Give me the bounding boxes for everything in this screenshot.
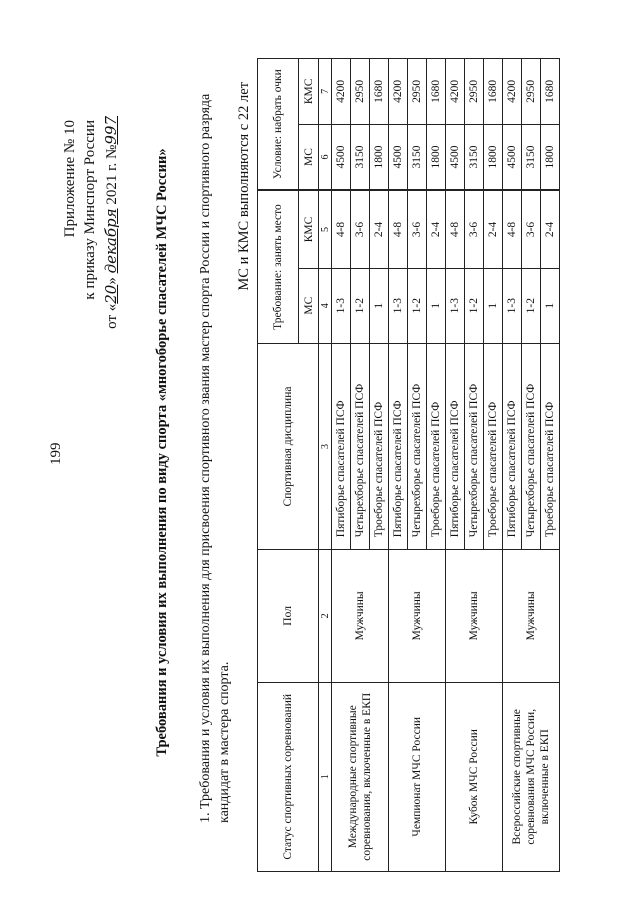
appendix-order: к приказу Минспорт России [82, 120, 98, 300]
ms-points-cell: 3150 [351, 124, 370, 190]
table-row [503, 59, 522, 872]
col-number: 1 [319, 682, 332, 871]
date-sep: » [104, 277, 120, 285]
kms-points-cell: 2950 [351, 59, 370, 125]
discipline-cell: Троеборье спасателей ПСФ [427, 343, 446, 549]
kms-points-cell: 1680 [541, 59, 560, 125]
kms-points-cell: 4200 [446, 59, 465, 125]
col-number: 4 [319, 268, 332, 343]
col-number: 6 [319, 124, 332, 190]
ms-place-cell: 1-3 [446, 268, 465, 343]
status-cell: Международные спортивные соревнования, включенные в ЕКП [332, 682, 389, 871]
discipline-cell: Пятиборье спасателей ПСФ [446, 343, 465, 549]
kms-points-cell: 1680 [484, 59, 503, 125]
header-points-condition: Условие: набрать очки [258, 59, 299, 191]
col-number: 2 [319, 550, 332, 682]
ms-points-cell: 3150 [408, 124, 427, 190]
kms-place-cell: 4-8 [446, 190, 465, 268]
table-row [446, 59, 465, 872]
header-gender: Пол [258, 550, 319, 682]
ms-place-cell: 1-2 [351, 268, 370, 343]
gender-cell: Мужчины [503, 550, 560, 682]
ms-points-cell: 3150 [522, 124, 541, 190]
page-number: 199 [48, 442, 64, 465]
kms-place-cell: 4-8 [389, 190, 408, 268]
ms-points-cell: 1800 [541, 124, 560, 190]
appendix-date-line [102, 116, 121, 329]
discipline-cell: Четырехборье спасателей ПСФ [351, 343, 370, 549]
date-prefix: от « [104, 303, 120, 329]
ms-place-cell: 1 [541, 268, 560, 343]
ms-points-cell: 4500 [503, 124, 522, 190]
age-note: МС и КМС выполняются с 22 лет [236, 82, 252, 291]
kms-place-cell: 3-6 [408, 190, 427, 268]
kms-place-cell: 2-4 [427, 190, 446, 268]
section-paragraph: 1. Требования и условия их выполнения для присвоения спортивного звания мастер спорта России и спортивного разряда кандидат в мастера спорта. [198, 93, 232, 823]
kms-place-cell: 2-4 [541, 190, 560, 268]
ms-points-cell: 1800 [484, 124, 503, 190]
status-cell: Всероссийские спортивные соревнования МЧС России, включенные в ЕКП [503, 682, 560, 871]
discipline-cell: Пятиборье спасателей ПСФ [332, 343, 351, 549]
kms-points-cell: 1680 [370, 59, 389, 125]
ms-place-cell: 1-2 [465, 268, 484, 343]
date-month: декабря [102, 208, 120, 274]
header-ms-place: МС [299, 268, 319, 343]
kms-points-cell: 1680 [427, 59, 446, 125]
discipline-cell: Троеборье спасателей ПСФ [484, 343, 503, 549]
ms-place-cell: 1-3 [503, 268, 522, 343]
kms-points-cell: 2950 [408, 59, 427, 125]
appendix-title: Приложение № 10 [62, 120, 78, 238]
kms-points-cell: 4200 [503, 59, 522, 125]
header-kms-points: КМС [299, 59, 319, 125]
kms-place-cell: 2-4 [484, 190, 503, 268]
header-discipline: Спортивная дисциплина [258, 343, 319, 549]
kms-points-cell: 2950 [522, 59, 541, 125]
discipline-cell: Четырехборье спасателей ПСФ [408, 343, 427, 549]
ms-place-cell: 1-3 [389, 268, 408, 343]
kms-place-cell: 3-6 [351, 190, 370, 268]
discipline-cell: Троеборье спасателей ПСФ [541, 343, 560, 549]
table-row [332, 59, 351, 872]
header-place-requirement: Требование: занять место [258, 190, 299, 343]
kms-points-cell: 4200 [389, 59, 408, 125]
kms-points-cell: 2950 [465, 59, 484, 125]
date-year: 2021 г. № [104, 144, 120, 205]
discipline-cell: Четырехборье спасателей ПСФ [522, 343, 541, 549]
kms-place-cell: 3-6 [465, 190, 484, 268]
order-number: 997 [102, 116, 120, 145]
table-row [389, 59, 408, 872]
ms-points-cell: 4500 [446, 124, 465, 190]
col-number: 7 [319, 59, 332, 125]
document-title: Требования и условия их выполнения по виду спорта «многоборье спасателей МЧС России» [154, 148, 170, 757]
gender-cell: Мужчины [446, 550, 503, 682]
ms-place-cell: 1-2 [522, 268, 541, 343]
ms-place-cell: 1 [370, 268, 389, 343]
status-cell: Чемпионат МЧС России [389, 682, 446, 871]
date-day: 20 [102, 284, 120, 304]
ms-points-cell: 4500 [332, 124, 351, 190]
ms-points-cell: 1800 [427, 124, 446, 190]
discipline-cell: Пятиборье спасателей ПСФ [389, 343, 408, 549]
kms-points-cell: 4200 [332, 59, 351, 125]
discipline-cell: Пятиборье спасателей ПСФ [503, 343, 522, 549]
gender-cell: Мужчины [389, 550, 446, 682]
kms-place-cell: 2-4 [370, 190, 389, 268]
ms-place-cell: 1-3 [332, 268, 351, 343]
header-ms-points: МС [299, 124, 319, 190]
ms-points-cell: 4500 [389, 124, 408, 190]
ms-points-cell: 1800 [370, 124, 389, 190]
ms-points-cell: 3150 [465, 124, 484, 190]
col-number: 5 [319, 190, 332, 268]
kms-place-cell: 4-8 [332, 190, 351, 268]
gender-cell: Мужчины [332, 550, 389, 682]
header-status: Статус спортивных соревнований [258, 682, 319, 871]
ms-place-cell: 1 [427, 268, 446, 343]
requirements-table [257, 58, 560, 872]
kms-place-cell: 3-6 [522, 190, 541, 268]
header-kms-place: КМС [299, 190, 319, 268]
kms-place-cell: 4-8 [503, 190, 522, 268]
col-number: 3 [319, 343, 332, 549]
ms-place-cell: 1-2 [408, 268, 427, 343]
status-cell: Кубок МЧС России [446, 682, 503, 871]
discipline-cell: Троеборье спасателей ПСФ [370, 343, 389, 549]
discipline-cell: Четырехборье спасателей ПСФ [465, 343, 484, 549]
ms-place-cell: 1 [484, 268, 503, 343]
